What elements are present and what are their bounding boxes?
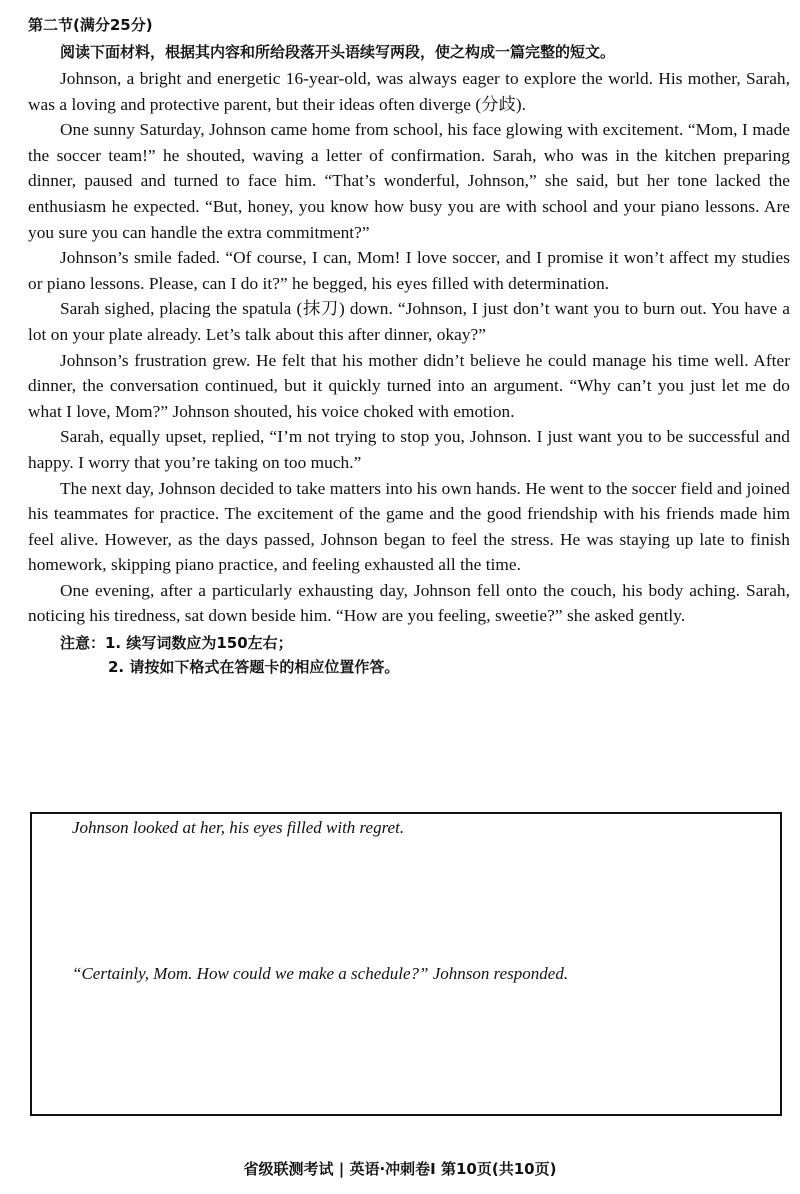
section-title: 第二节(满分25分) bbox=[28, 16, 153, 34]
answer-box bbox=[30, 812, 782, 1116]
passage-paragraph: Johnson’s frustration grew. He felt that his mother didn’t believe he could manage his time well. After dinner, the conversation continued, but it quickly turned into an argument. “Why can’t you just let me do what I love, Mom?” Johnson shouted, his voice choked with emotion. bbox=[28, 350, 790, 421]
passage-paragraph: Johnson, a bright and energetic 16-year-old, was always eager to explore the world. His mother, Sarah, was a loving and protective parent, but their ideas often diverge (分歧). bbox=[28, 69, 790, 114]
paragraph-opener-2: “Certainly, Mom. How could we make a schedule?” Johnson responded. bbox=[72, 964, 569, 983]
note-format: 2. 请按如下格式在答题卡的相应位置作答。 bbox=[108, 658, 400, 677]
notes bbox=[28, 631, 790, 679]
passage-paragraph: Sarah, equally upset, replied, “I’m not trying to stop you, Johnson. I just want you to be successful and happy. I worry that you’re taking on too much.” bbox=[28, 427, 790, 472]
note-word-count: 注意：1. 续写词数应为150左右； bbox=[60, 634, 293, 653]
passage-paragraph: One evening, after a particularly exhausting day, Johnson fell onto the couch, his body aching. Sarah, noticing his tiredness, sat down beside him. “How are you feeling, sweetie?” she asked gently. bbox=[28, 580, 790, 626]
passage-paragraph: One sunny Saturday, Johnson came home from school, his face glowing with excitement. “Mom, I made the soccer team!” he shouted, waving a letter of confirmation. Sarah, who was in the kitchen preparing dinner, paused and turned to face him. “That’s wonderful, Johnson,” she said, but her tone lacked the enthusiasm he expected. “But, honey, you know how busy you are with school and your piano lessons. Are you sure you can handle the extra commitment?” bbox=[28, 120, 790, 242]
page-footer: 省级联测考试 | 英语·冲刺卷Ⅰ 第10页(共10页) bbox=[243, 1160, 557, 1178]
passage-paragraph: The next day, Johnson decided to take matters into his own hands. He went to the soccer field and joined his teammates for practice. The excitement of the game and the good friendship with his friends made him feel alive. However, as the days passed, Johnson began to feel the stress. He was staying up late to finish homework, skipping piano practice, and feeling exhausted all the time. bbox=[28, 478, 790, 575]
passage-paragraph: Johnson’s smile faded. “Of course, I can, Mom! I love soccer, and I promise it won’t affect my studies or piano lessons. Please, can I do it?” he begged, his eyes filled with determination. bbox=[28, 248, 790, 293]
instruction-text: 阅读下面材料，根据其内容和所给段落开头语续写两段，使之构成一篇完整的短文。 bbox=[60, 43, 616, 61]
paragraph-opener-1: Johnson looked at her, his eyes filled with regret. bbox=[72, 818, 405, 837]
passage-paragraph: Sarah sighed, placing the spatula (抹刀) down. “Johnson, I just don’t want you to burn out. You have a lot on your plate already. Let’s talk about this after dinner, okay?” bbox=[28, 299, 790, 344]
passage bbox=[28, 66, 790, 629]
